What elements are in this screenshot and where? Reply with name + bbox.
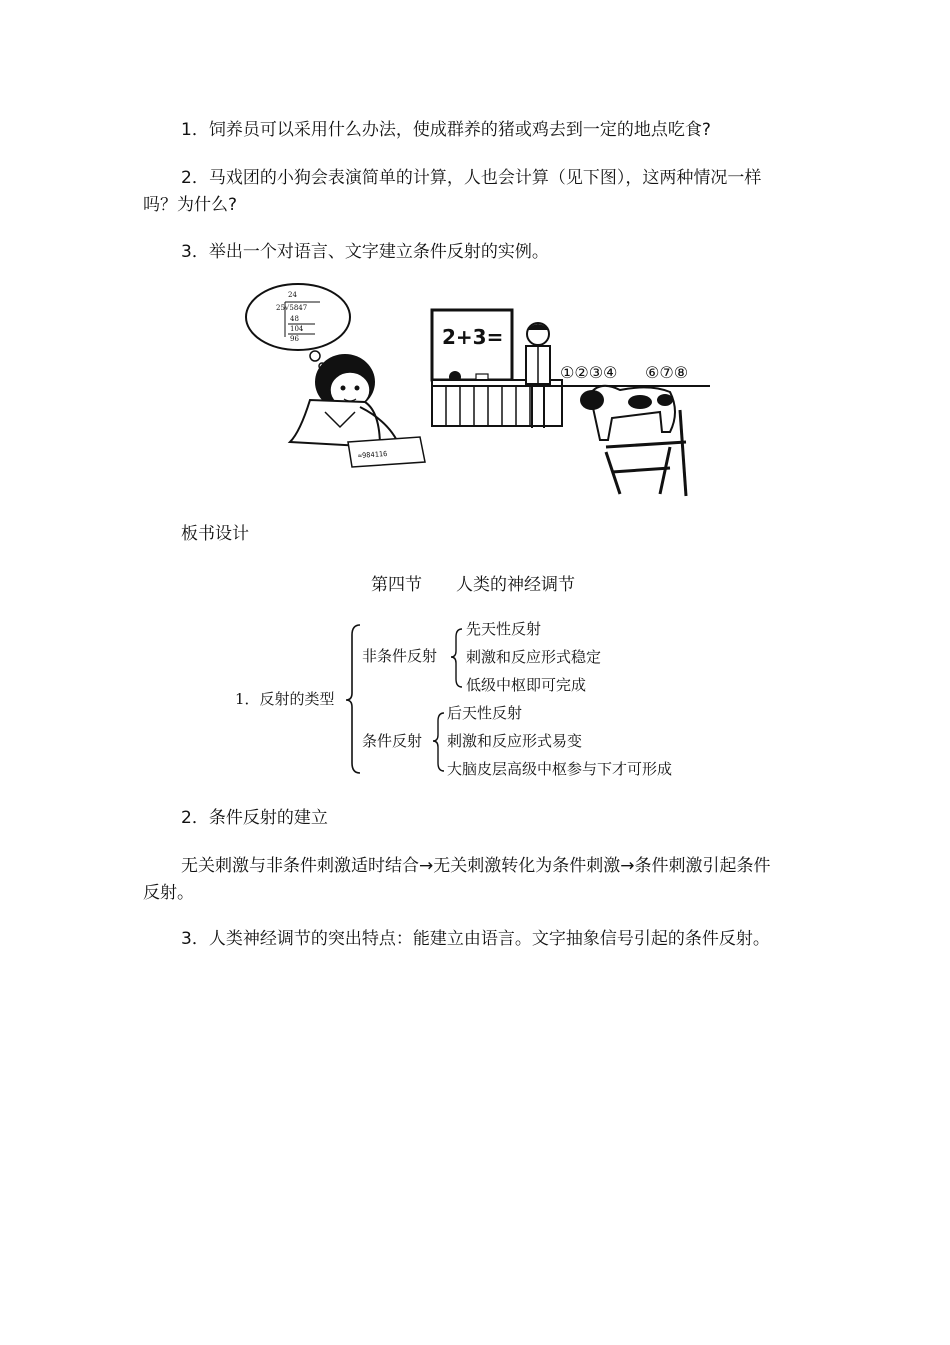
board-design-label: 板书设计	[181, 524, 249, 544]
main-brace	[346, 625, 360, 773]
reflex-classification-diagram	[230, 615, 730, 785]
board-text: 2+3=	[442, 325, 504, 349]
dog-figure	[580, 386, 675, 440]
question-2: 2．马戏团的小狗会表演简单的计算，人也会计算（见下图），这两种情况一样吗？为什么?	[143, 168, 762, 215]
paper-text: ≈984116	[357, 449, 388, 460]
unconditioned-item-3: 低级中枢即可完成	[466, 676, 587, 694]
number-cards-left: ①②③④	[560, 363, 618, 382]
math-line-3: 48	[290, 315, 299, 323]
conditioned-item-3: 大脑皮层高级中枢参与下才可形成	[447, 760, 673, 778]
math-line-5: 96	[290, 335, 299, 343]
point-3: 3．人类神经调节的突出特点：能建立由语言。文字抽象信号引起的条件反射。	[181, 929, 770, 949]
point-2-title: 2．条件反射的建立	[181, 808, 328, 828]
question-1: 1．饲养员可以采用什么办法，使成群养的猪或鸡去到一定的地点吃食?	[181, 120, 711, 140]
illustration	[240, 282, 710, 502]
question-3: 3．举出一个对语言、文字建立条件反射的实例。	[181, 242, 549, 262]
brace-unconditioned	[451, 629, 462, 687]
section-title: 第四节 人类的神经调节	[371, 575, 575, 595]
brace-conditioned	[433, 713, 444, 771]
number-cards-right: ⑥⑦⑧	[645, 363, 689, 382]
unconditioned-item-2: 刺激和反应形式稳定	[466, 648, 602, 666]
unconditioned-item-1: 先天性反射	[466, 620, 542, 638]
math-line-2: 25√5847	[276, 304, 308, 312]
group-unconditioned-label: 非条件反射	[362, 647, 438, 665]
math-line-1: 24	[288, 291, 297, 299]
diagram-root: 1．反射的类型	[235, 690, 335, 708]
conditioned-item-1: 后天性反射	[447, 704, 523, 722]
math-line-4: 104	[290, 325, 304, 333]
group-conditioned-label: 条件反射	[362, 732, 423, 750]
conditioned-item-2: 刺激和反应形式易变	[447, 732, 583, 750]
point-2-body: 无关刺激与非条件刺激适时结合→无关刺激转化为条件刺激→条件刺激引起条件反射。	[143, 856, 771, 903]
girl-figure	[290, 354, 400, 447]
